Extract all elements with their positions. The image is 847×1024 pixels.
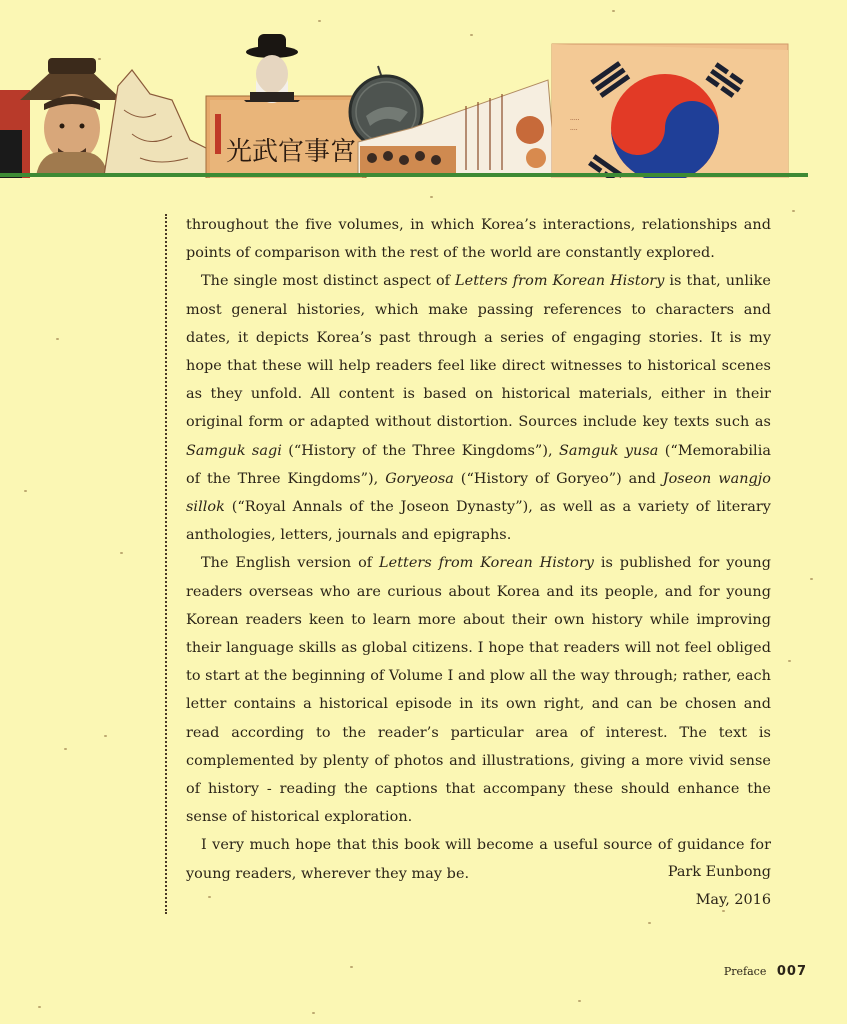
taegukgi-flag-icon	[552, 44, 788, 178]
svg-text:·····: ·····	[570, 117, 580, 124]
preface-paragraph	[186, 549, 771, 831]
book-title-italic: Joseon wangjo sillok	[186, 470, 772, 516]
page-number: 007	[776, 964, 807, 979]
red-fragment-image	[0, 90, 30, 178]
page-footer	[724, 964, 807, 979]
book-title-italic: Samguk sagi	[186, 442, 282, 459]
paragraph-text: (“Royal Annals of the Joseon Dynasty”), as well as a variety of literary anthologies, letters, journals and epigraphs.	[186, 499, 771, 544]
paragraph-text: throughout the five volumes, in which Korea’s interactions, relationships and points of comparison with the rest of the world are constantly explored.	[186, 217, 771, 262]
history-collage-banner	[0, 30, 847, 178]
section-label: Preface	[723, 965, 767, 978]
paragraph-text: I very much hope that this book will become a useful source of guidance for young readers, wherever they may be.	[186, 837, 771, 882]
preface-paragraph	[186, 211, 771, 267]
paragraph-text: The single most distinct aspect of	[201, 273, 456, 290]
calligraphy-document-icon	[206, 96, 366, 178]
map-sketch-icon	[104, 70, 214, 176]
paragraph-text: (“History of the Three Kingdoms”),	[281, 442, 559, 459]
author-signature: Park Eunbong	[667, 864, 771, 880]
book-title-italic: Samguk yusa	[558, 442, 659, 459]
banner-accent-line	[0, 173, 808, 177]
preface-paragraph	[186, 267, 771, 549]
calligraphy-text: 光武官事宮	[226, 137, 357, 167]
book-title-italic: Letters from Korean History	[379, 555, 594, 572]
preface-body	[186, 211, 771, 888]
paragraph-text: is published for young readers overseas who are curious about Korea and its people, and for young Korean readers keen to learn more about their own history while improving their language skills as global citizens. I hope that readers will not feel obliged to start at the beginning of Volume I and plow all the way through; rather, each letter contains a historical episode in its own right, and can be chosen and read according to the reader’s particular area of interest. The text is complemented by plenty of photos and illustrations, giving a more vivid sense of history - reading the captions that accompany these should enhance the sense of historical exploration.	[186, 555, 771, 826]
book-title-italic: Goryeosa	[385, 470, 454, 487]
signature-date: May, 2016	[695, 892, 771, 908]
paragraph-text: The English version of	[201, 555, 380, 572]
svg-text:····: ····	[570, 127, 578, 134]
book-title-italic: Letters from Korean History	[455, 273, 665, 290]
scholar-with-gat-icon	[244, 34, 300, 103]
margin-dotted-rule	[165, 214, 167, 914]
paragraph-text: is that, unlike most general histories, which make passing references to characters and dates, it depicts Korea’s past through a series of engaging stories. It is my hope that these will help readers feel like direct witnesses to historical scenes as they unfold. All content is based on historical materials, either in their original form or adapted without distortion. Sources include key texts such as	[186, 273, 771, 431]
paragraph-text: (“Memorabilia of the Three Kingdoms”),	[186, 442, 771, 487]
paragraph-text: (“History of Goryeo”) and	[453, 470, 663, 487]
